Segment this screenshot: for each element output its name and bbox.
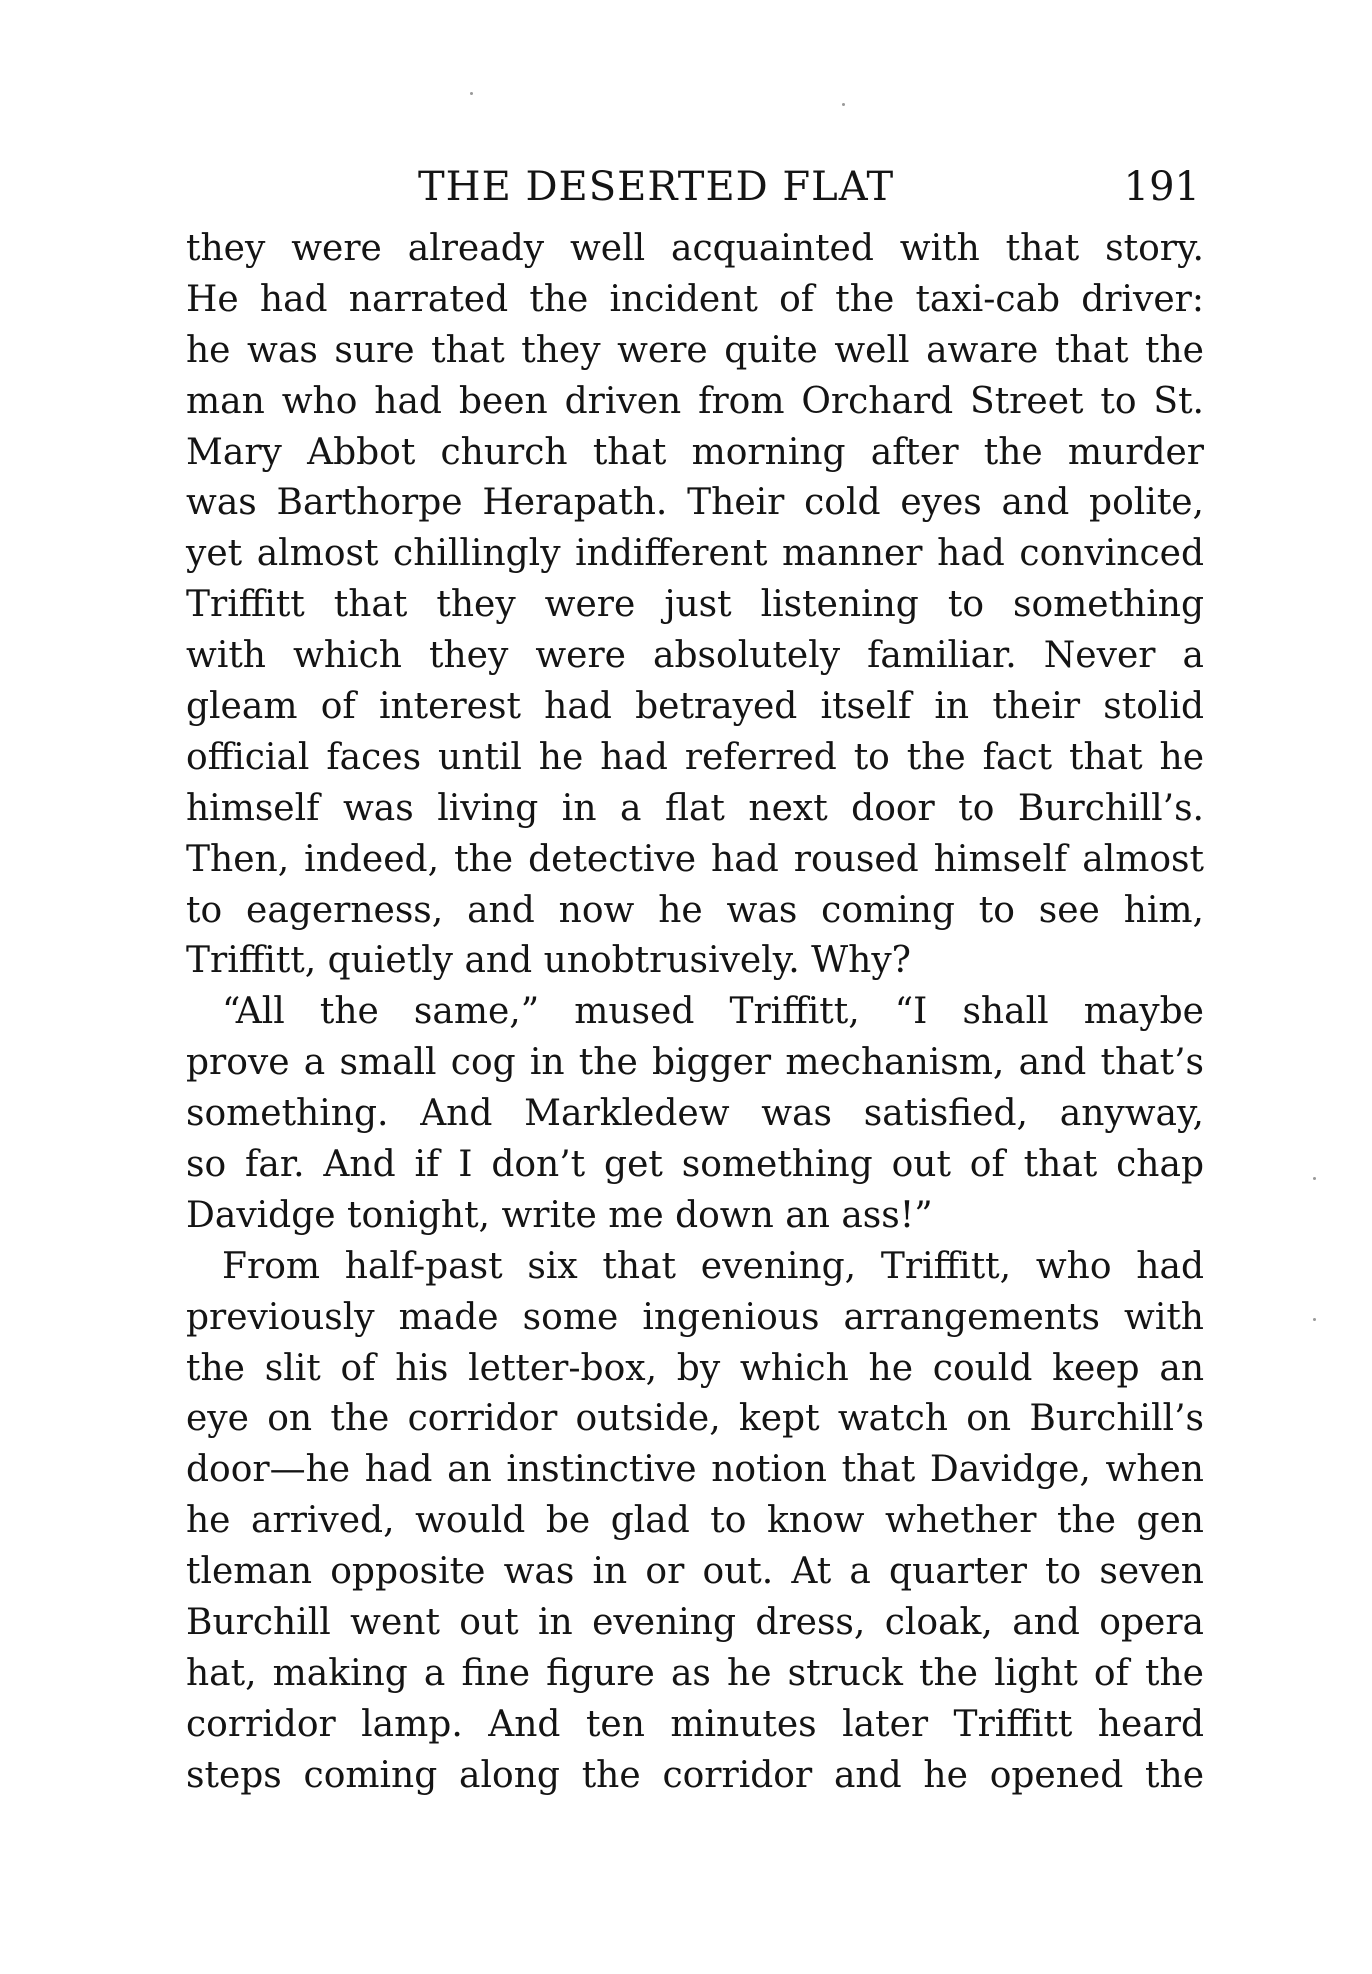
paper-speck bbox=[470, 92, 473, 95]
text-line: From half-past six that evening, Triffitt, who had bbox=[222, 1245, 1204, 1287]
text-line: something. And Markledew was satisfied, anyway, bbox=[186, 1093, 1204, 1135]
text-line: door—he had an instinctive notion that Davidge, when bbox=[186, 1449, 1204, 1491]
text-line: gleam of interest had betrayed itself in their stolid bbox=[186, 686, 1204, 728]
text-line: steps coming along the corridor and he opened the bbox=[186, 1754, 1204, 1796]
text-line: Burchill went out in evening dress, cloak, and opera bbox=[186, 1602, 1204, 1644]
text-line: Mary Abbot church that morning after the murder bbox=[186, 431, 1204, 473]
running-head bbox=[188, 158, 1200, 216]
text-line: with which they were absolutely familiar. Never a bbox=[186, 635, 1204, 677]
text-line: the slit of his letter-box, by which he could keep an bbox=[186, 1347, 1204, 1389]
text-line: tleman opposite was in or out. At a quarter to seven bbox=[186, 1551, 1204, 1593]
text-line: “All the same,” mused Triffitt, “I shall maybe bbox=[222, 991, 1204, 1033]
text-line: was Barthorpe Herapath. Their cold eyes and polite, bbox=[186, 482, 1204, 524]
text-line: himself was living in a flat next door to Burchill’s. bbox=[186, 787, 1204, 829]
paper-speck bbox=[1313, 1177, 1316, 1180]
text-line: Triffitt that they were just listening to something bbox=[186, 584, 1204, 626]
text-line: he was sure that they were quite well aware that the bbox=[186, 329, 1204, 371]
text-line: He had narrated the incident of the taxi-cab driver: bbox=[186, 278, 1204, 320]
paper-speck bbox=[842, 103, 845, 106]
text-line: official faces until he had referred to the fact that he bbox=[186, 736, 1204, 778]
text-line: they were already well acquainted with that story. bbox=[186, 228, 1204, 269]
text-line: previously made some ingenious arrangements with bbox=[186, 1296, 1204, 1338]
text-line: he arrived, would be glad to know whether the gen bbox=[186, 1500, 1204, 1542]
text-line: hat, making a fine figure as he struck the light of the bbox=[186, 1652, 1204, 1694]
chapter-title: THE DESERTED FLAT bbox=[418, 164, 895, 210]
text-line: Triffitt, quietly and unobtrusively. Why? bbox=[186, 940, 911, 982]
text-line: yet almost chillingly indifferent manner had convinced bbox=[186, 533, 1204, 575]
text-line: corridor lamp. And ten minutes later Triffitt heard bbox=[186, 1703, 1204, 1745]
text-line: prove a small cog in the bigger mechanism, and that’s bbox=[186, 1042, 1204, 1084]
text-line: Davidge tonight, write me down an ass!” bbox=[186, 1194, 933, 1236]
text-line: so far. And if I don’t get something out of that chap bbox=[186, 1144, 1204, 1186]
text-line: eye on the corridor outside, kept watch on Burchill’s bbox=[186, 1398, 1204, 1440]
text-line: to eagerness, and now he was coming to see him, bbox=[186, 889, 1204, 931]
page-number: 191 bbox=[1123, 164, 1200, 210]
paper-speck bbox=[1313, 1318, 1316, 1321]
text-line: man who had been driven from Orchard Street to St. bbox=[186, 380, 1204, 422]
text-line: Then, indeed, the detective had roused himself almost bbox=[186, 838, 1204, 880]
body-text bbox=[186, 224, 1204, 1802]
